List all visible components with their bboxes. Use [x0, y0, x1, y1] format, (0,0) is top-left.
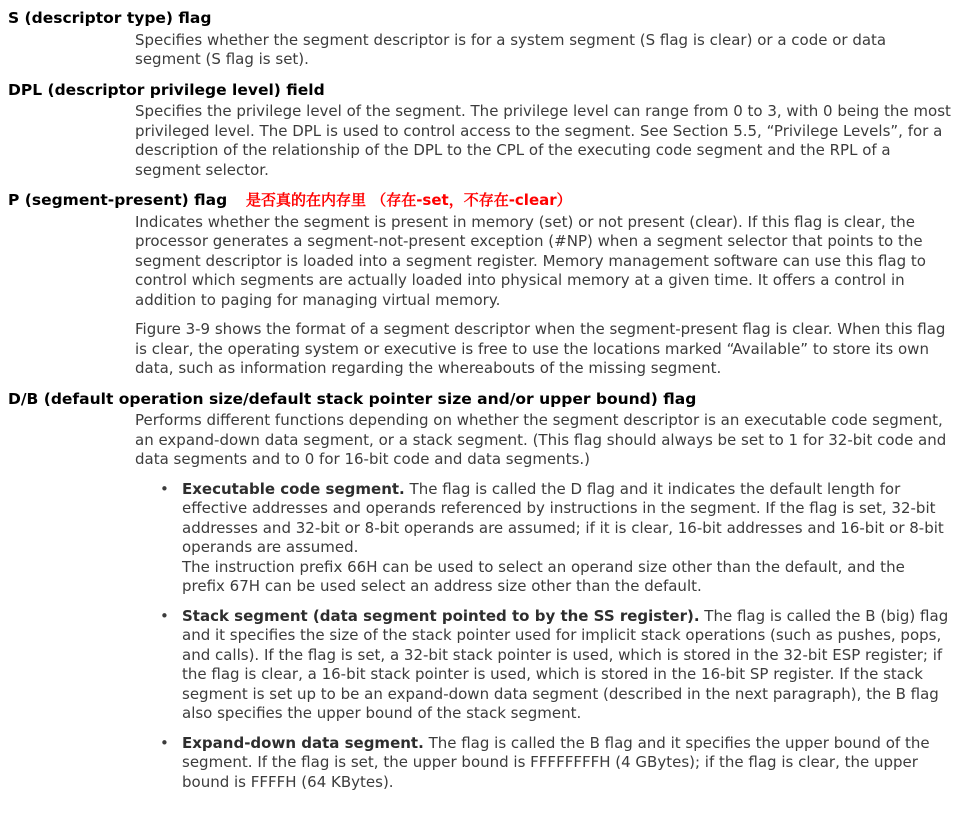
bullet-lead: Executable code segment. — [182, 479, 405, 498]
section-db-flag — [8, 390, 951, 793]
section-body — [135, 411, 951, 792]
bullet-text-continued: The instruction prefix 66H can be used to select an operand size other than the default, and the prefix 67H can be used select an address size other than the default. — [182, 557, 905, 595]
list-item — [160, 480, 951, 597]
bullet-lead: Expand-down data segment. — [182, 733, 424, 752]
section-heading: D/B (default operation size/default stack pointer size and/or upper bound) flag — [8, 389, 697, 408]
list-item — [160, 734, 951, 793]
list-item — [160, 607, 951, 724]
section-heading: P (segment-present) flag — [8, 191, 228, 209]
section-heading-line — [8, 390, 951, 410]
bullet-text: The flag is called the B flag and it specifies the upper bound of the segment. If the flag is set, the upper bound is FFFFFFFFH (4 GBytes); if the flag is clear, the upper bound is FFFFH (64 KBytes). — [182, 733, 930, 791]
section-heading: DPL (descriptor privilege level) field — [8, 80, 325, 99]
paragraph: Specifies the privilege level of the segment. The privilege level can range from 0 to 3, with 0 being the most privileged level. The DPL is used to control access to the segment. See Section 5.5, “Privilege Levels”, for a description of the relationship of the DPL to the CPL of the executing code segment and the RPL of a segment selector. — [135, 102, 951, 179]
bullet-content — [182, 607, 951, 724]
bullet-list — [160, 480, 951, 793]
red-chinese-annotation: 是否真的在内存里 （存在-set，不存在-clear） — [245, 191, 572, 209]
section-heading-line — [8, 191, 951, 211]
bullet-content — [182, 480, 951, 597]
section-dpl-field — [8, 81, 951, 181]
section-heading: S (descriptor type) flag — [8, 9, 212, 27]
bullet-icon: • — [160, 733, 169, 752]
bullet-lead: Stack segment (data segment pointed to by the SS register). — [182, 606, 700, 625]
paragraph: Performs different functions depending on whether the segment descriptor is an executable code segment, an expand-down data segment, or a stack segment. (This flag should always be set to 1 for 32-bit code and data segments and to 0 for 16-bit code and data segments.) — [135, 411, 947, 468]
paragraph: Indicates whether the segment is present in memory (set) or not present (clear). If this flag is clear, the processor generates a segment-not-present exception (#NP) when a segment selector that points to the segment descriptor is loaded into a segment register. Memory management software can use this flag to control which segments are actually loaded into physical memory at a given time. It offers a control in addition to paging for managing virtual memory. — [135, 212, 926, 309]
bullet-content — [182, 734, 951, 793]
section-body — [135, 102, 951, 180]
section-p-flag — [8, 191, 951, 379]
section-body — [135, 213, 951, 379]
bullet-icon: • — [160, 479, 169, 498]
bullet-text: The flag is called the B (big) flag and it specifies the size of the stack pointer used for implicit stack operations (such as pushes, pops, and calls). If the flag is set, a 32-bit stack pointer is used, which is stored in the 32-bit ESP register; if the flag is clear, a 16-bit stack pointer is used, which is stored in the 16-bit SP register. If the stack segment is set up to be an expand-down data segment (described in the next paragraph), the B flag also specifies the upper bound of the stack segment. — [182, 606, 949, 722]
section-body — [135, 31, 951, 70]
bullet-icon: • — [160, 606, 169, 625]
bullet-text: The flag is called the D flag and it indicates the default length for effective addresses and operands referenced by instructions in the segment. If the flag is set, 32-bit addresses and 32-bit or 8-bit operands are assumed; if it is clear, 16-bit addresses and 16-bit or 8-bit operands are assumed. — [182, 479, 944, 556]
section-heading-line — [8, 9, 951, 29]
section-heading-line — [8, 81, 951, 101]
paragraph: Figure 3-9 shows the format of a segment descriptor when the segment-present flag is clear. When this flag is clear, the operating system or executive is free to use the locations marked “Available” to store its own data, such as information regarding the whereabouts of the missing segment. — [135, 320, 946, 377]
paragraph: Specifies whether the segment descriptor is for a system segment (S flag is clear) or a code or data segment (S flag is set). — [135, 30, 887, 68]
section-s-flag — [8, 9, 951, 70]
